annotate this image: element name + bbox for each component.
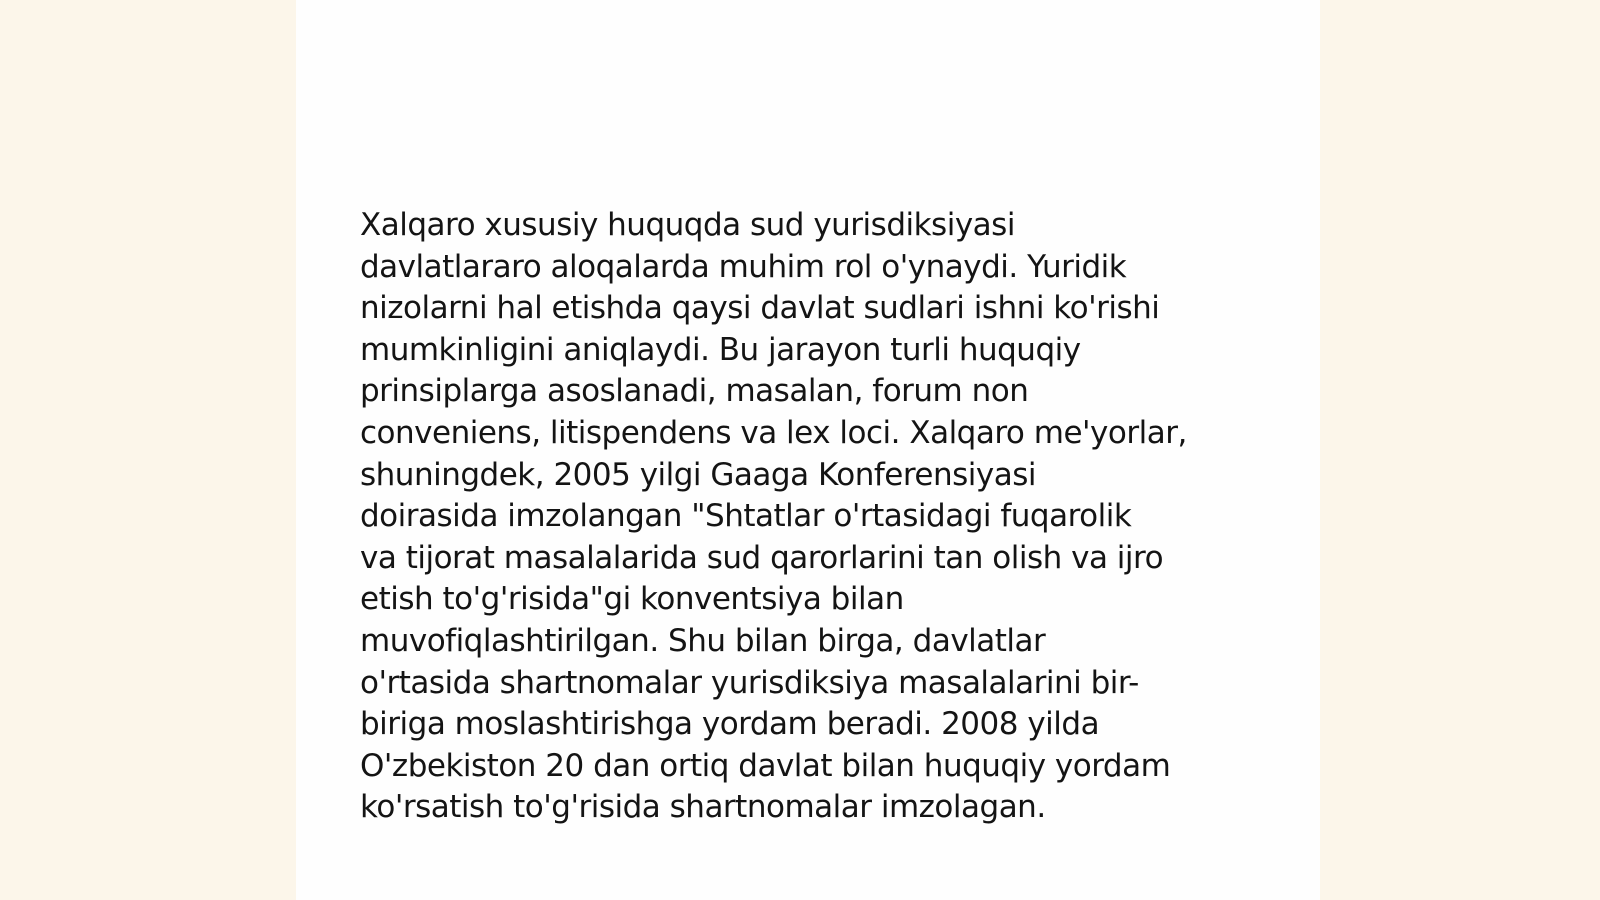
- paragraph-line: ko'rsatish to'g'risida shartnomalar imzolagan.: [360, 789, 1046, 826]
- paragraph-line: O'zbekiston 20 dan ortiq davlat bilan huquqiy yordam: [360, 747, 1171, 784]
- paragraph-line: davlatlararo aloqalarda muhim rol o'ynaydi. Yuridik: [360, 248, 1127, 285]
- paragraph-line: etish to'g'risida"gi konventsiya bilan: [360, 581, 904, 618]
- body-paragraph: [360, 205, 1250, 829]
- paragraph-line: conveniens, litispendens va lex loci. Xalqaro me'yorlar,: [360, 414, 1187, 451]
- paragraph-line: muvofiqlashtirilgan. Shu bilan birga, davlatlar: [360, 622, 1046, 659]
- document-page: [296, 0, 1320, 900]
- paragraph-line: va tijorat masalalarida sud qarorlarini tan olish va ijro: [360, 539, 1164, 576]
- paragraph-line: Xalqaro xususiy huquqda sud yurisdiksiyasi: [360, 207, 1015, 243]
- paragraph-line: nizolarni hal etishda qaysi davlat sudlari ishni ko'rishi: [360, 290, 1160, 327]
- paragraph-line: doirasida imzolangan "Shtatlar o'rtasidagi fuqarolik: [360, 498, 1132, 535]
- paragraph-line: biriga moslashtirishga yordam beradi. 2008 yilda: [360, 706, 1100, 743]
- paragraph-line: mumkinligini aniqlaydi. Bu jarayon turli huquqiy: [360, 331, 1081, 368]
- paragraph-line: prinsiplarga asoslanadi, masalan, forum non: [360, 373, 1029, 410]
- paragraph-line: shuningdek, 2005 yilgi Gaaga Konferensiyasi: [360, 456, 1036, 493]
- paragraph-line: o'rtasida shartnomalar yurisdiksiya masalalarini bir-: [360, 664, 1139, 701]
